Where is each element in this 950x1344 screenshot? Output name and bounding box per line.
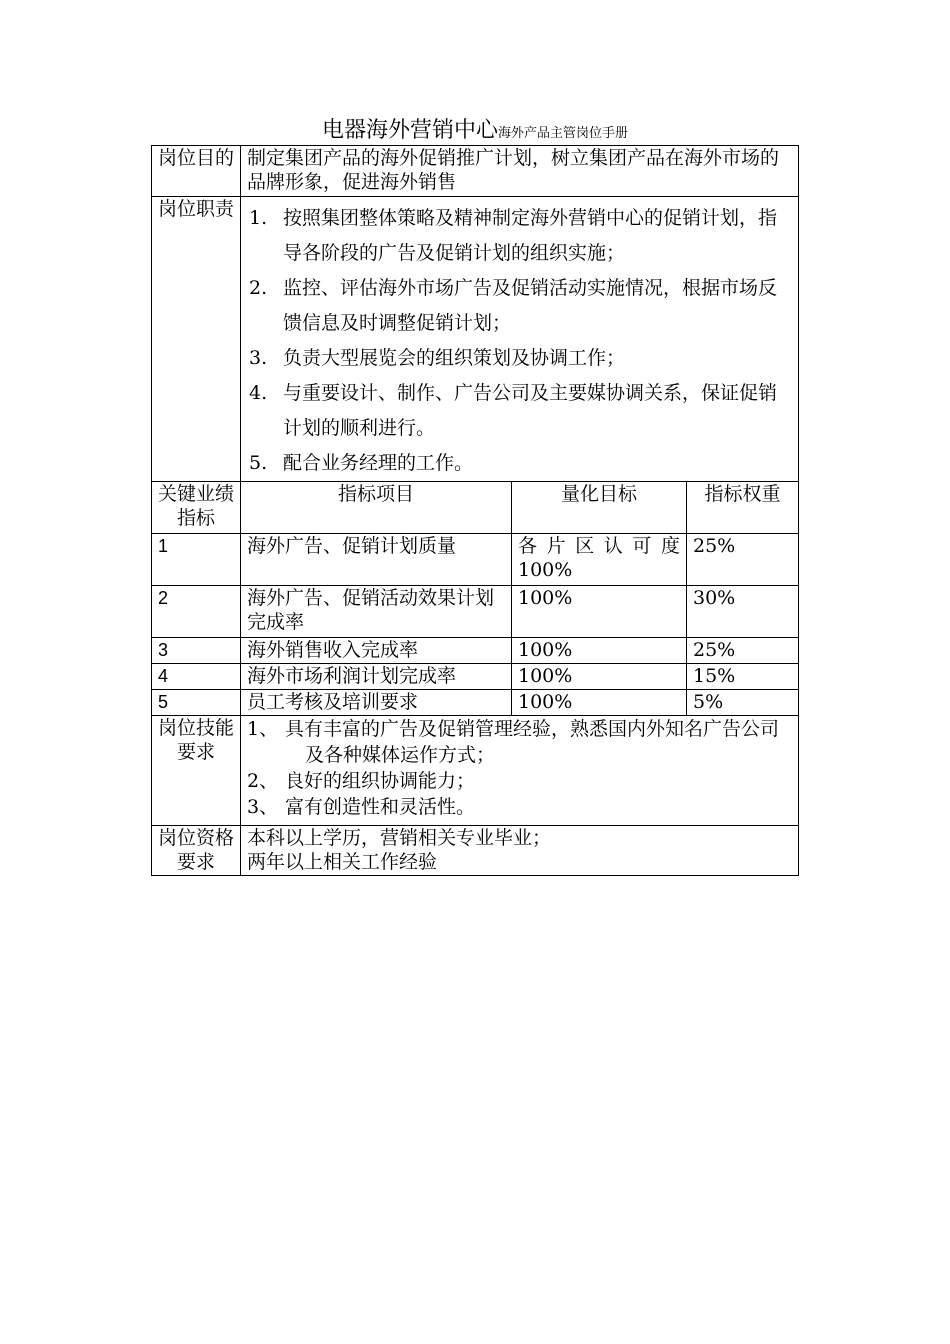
purpose-text: 制定集团产品的海外促销推广计划，树立集团产品在海外市场的品牌形象，促进海外销售 bbox=[241, 146, 799, 197]
kpi-target: 100% bbox=[512, 690, 687, 716]
kpi-no: 2 bbox=[152, 586, 241, 638]
qualification-label: 岗位资格要求 bbox=[152, 826, 241, 876]
skill-item bbox=[247, 768, 792, 794]
skills-label: 岗位技能要求 bbox=[152, 716, 241, 826]
purpose-label: 岗位目的 bbox=[152, 146, 241, 197]
duties-row bbox=[152, 197, 799, 482]
qualification-row bbox=[152, 826, 799, 876]
kpi-row bbox=[152, 664, 799, 690]
duty-num: 3. bbox=[249, 347, 268, 369]
skill-num: 3、 bbox=[247, 796, 279, 818]
skill-text: 良好的组织协调能力； bbox=[285, 770, 476, 792]
kpi-header-item: 指标项目 bbox=[241, 482, 512, 534]
page-title bbox=[0, 117, 950, 148]
duty-num: 5. bbox=[249, 452, 268, 474]
duty-text: 负责大型展览会的组织策划及协调工作； bbox=[283, 347, 626, 369]
skill-item bbox=[247, 716, 792, 768]
duty-item bbox=[247, 446, 792, 481]
kpi-no: 4 bbox=[152, 664, 241, 690]
kpi-header-weight: 指标权重 bbox=[687, 482, 799, 534]
duty-item bbox=[247, 376, 792, 446]
duty-text: 监控、评估海外市场广告及促销活动实施情况，根据市场反馈信息及时调整促销计划； bbox=[283, 277, 778, 334]
kpi-target: 100% bbox=[512, 586, 687, 638]
skill-text: 富有创造性和灵活性。 bbox=[285, 796, 476, 818]
duty-text: 与重要设计、制作、广告公司及主要媒协调关系，保证促销计划的顺利进行。 bbox=[283, 382, 778, 439]
kpi-header-target: 量化目标 bbox=[512, 482, 687, 534]
kpi-item: 员工考核及培训要求 bbox=[241, 690, 512, 716]
title-sub: 海外产品主管岗位手册 bbox=[498, 126, 629, 141]
qualification-line: 本科以上学历，营销相关专业毕业； bbox=[247, 827, 552, 849]
kpi-target: 100% bbox=[512, 638, 687, 664]
kpi-row bbox=[152, 638, 799, 664]
kpi-item: 海外广告、促销活动效果计划完成率 bbox=[241, 586, 512, 638]
duty-item bbox=[247, 271, 792, 341]
duty-num: 4. bbox=[249, 382, 268, 404]
skill-text: 具有丰富的广告及促销管理经验，熟悉国内外知名广告公司及各种媒体运作方式； bbox=[285, 718, 780, 766]
kpi-row bbox=[152, 534, 799, 586]
kpi-no: 1 bbox=[152, 534, 241, 586]
duty-num: 2. bbox=[249, 277, 268, 299]
duty-num: 1. bbox=[249, 207, 268, 229]
kpi-target bbox=[512, 534, 687, 586]
duty-text: 按照集团整体策略及精神制定海外营销中心的促销计划，指导各阶段的广告及促销计划的组织实施； bbox=[283, 207, 778, 264]
duty-item bbox=[247, 201, 792, 271]
kpi-item: 海外销售收入完成率 bbox=[241, 638, 512, 664]
skill-num: 1、 bbox=[247, 718, 279, 740]
purpose-row bbox=[152, 146, 799, 197]
kpi-item: 海外广告、促销计划质量 bbox=[241, 534, 512, 586]
duty-item bbox=[247, 341, 792, 376]
kpi-target-line1: 各片区认可度 bbox=[518, 535, 680, 557]
duty-text: 配合业务经理的工作。 bbox=[283, 452, 474, 474]
kpi-no: 5 bbox=[152, 690, 241, 716]
skill-item bbox=[247, 794, 792, 820]
kpi-weight: 25% bbox=[687, 638, 799, 664]
kpi-weight: 5% bbox=[687, 690, 799, 716]
skill-num: 2、 bbox=[247, 770, 279, 792]
duties-cell bbox=[241, 197, 799, 482]
kpi-weight: 25% bbox=[687, 534, 799, 586]
kpi-no: 3 bbox=[152, 638, 241, 664]
kpi-header-row bbox=[152, 482, 799, 534]
skills-cell bbox=[241, 716, 799, 826]
duties-list bbox=[247, 197, 792, 481]
title-main: 电器海外营销中心 bbox=[321, 118, 498, 143]
skills-row bbox=[152, 716, 799, 826]
kpi-item: 海外市场利润计划完成率 bbox=[241, 664, 512, 690]
qualification-line: 两年以上相关工作经验 bbox=[247, 851, 438, 873]
kpi-row bbox=[152, 690, 799, 716]
kpi-weight: 15% bbox=[687, 664, 799, 690]
kpi-target: 100% bbox=[512, 664, 687, 690]
job-manual-table bbox=[151, 145, 799, 876]
kpi-target-line2: 100% bbox=[518, 559, 573, 581]
kpi-row bbox=[152, 586, 799, 638]
kpi-weight: 30% bbox=[687, 586, 799, 638]
qualification-cell bbox=[241, 826, 799, 876]
kpi-label: 关键业绩指标 bbox=[152, 482, 241, 534]
duties-label: 岗位职责 bbox=[152, 197, 241, 482]
